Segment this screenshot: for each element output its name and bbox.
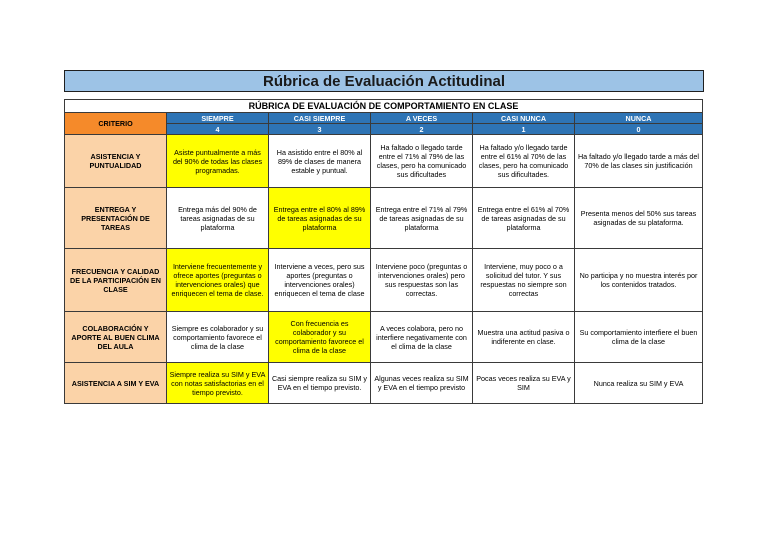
level-score-siempre: 4 xyxy=(167,124,269,135)
table-subtitle-row xyxy=(65,100,703,113)
descriptor-cell: Entrega entre el 71% al 79% de tareas asignadas de su plataforma xyxy=(371,188,473,249)
descriptor-cell: Interviene poco (preguntas o intervenciones orales) pero sus respuestas son las correctas. xyxy=(371,249,473,312)
level-label-row xyxy=(65,113,703,124)
descriptor-cell: Ha faltado o llegado tarde entre el 71% al 79% de las clases, pero ha comunicado sus dificultades xyxy=(371,135,473,188)
descriptor-cell: Interviene a veces, pero sus aportes (preguntas o intervenciones orales) enriquecen el tema de clase xyxy=(269,249,371,312)
descriptor-cell: Algunas veces realiza su SIM y EVA en el tiempo previsto xyxy=(371,363,473,404)
level-label-casi-siempre: CASI SIEMPRE xyxy=(269,113,371,124)
descriptor-cell: Casi siempre realiza su SIM y EVA en el tiempo previsto. xyxy=(269,363,371,404)
table-row xyxy=(65,312,703,363)
table-row xyxy=(65,135,703,188)
descriptor-cell: Interviene frecuentemente y ofrece aportes (preguntas o intervenciones orales) que enriquecen el tema de clase. xyxy=(167,249,269,312)
level-label-a-veces: A VECES xyxy=(371,113,473,124)
descriptor-cell: Siempre es colaborador y su comportamiento favorece el clima de la clase xyxy=(167,312,269,363)
descriptor-cell: Con frecuencia es colaborador y su comportamiento favorece el clima de la clase xyxy=(269,312,371,363)
descriptor-cell: Asiste puntualmente a más del 90% de todas las clases programadas. xyxy=(167,135,269,188)
criterion-cell: COLABORACIÓN Y APORTE AL BUEN CLIMA DEL AULA xyxy=(65,312,167,363)
descriptor-cell: Pocas veces realiza su EVA y SIM xyxy=(473,363,575,404)
level-score-a-veces: 2 xyxy=(371,124,473,135)
criterion-cell: ASISTENCIA Y PUNTUALIDAD xyxy=(65,135,167,188)
rubric-table xyxy=(64,99,703,404)
descriptor-cell: Presenta menos del 50% sus tareas asignadas de su plataforma. xyxy=(575,188,703,249)
descriptor-cell: Interviene, muy poco o a solicitud del tutor. Y sus respuestas no siempre son correctas xyxy=(473,249,575,312)
criterion-header: CRITERIO xyxy=(65,113,167,135)
criterion-cell: ASISTENCIA A SIM Y EVA xyxy=(65,363,167,404)
descriptor-cell: No participa y no muestra interés por los contenidos tratados. xyxy=(575,249,703,312)
table-row xyxy=(65,188,703,249)
level-label-casi-nunca: CASI NUNCA xyxy=(473,113,575,124)
level-label-nunca: NUNCA xyxy=(575,113,703,124)
descriptor-cell: Ha faltado y/o llegado tarde a más del 70% de las clases sin justificación xyxy=(575,135,703,188)
criterion-cell: FRECUENCIA Y CALIDAD DE LA PARTICIPACIÓN EN CLASE xyxy=(65,249,167,312)
descriptor-cell: Entrega entre el 80% al 89% de tareas asignadas de su plataforma xyxy=(269,188,371,249)
descriptor-cell: A veces colabora, pero no interfiere negativamente con el clima de la clase xyxy=(371,312,473,363)
descriptor-cell: Su comportamiento interfiere el buen clima de la clase xyxy=(575,312,703,363)
level-label-siempre: SIEMPRE xyxy=(167,113,269,124)
descriptor-cell: Nunca realiza su SIM y EVA xyxy=(575,363,703,404)
descriptor-cell: Ha faltado y/o llegado tarde entre el 61% al 70% de las clases, pero ha comunicado sus dificultades. xyxy=(473,135,575,188)
descriptor-cell: Entrega más del 90% de tareas asignadas de su plataforma xyxy=(167,188,269,249)
level-score-casi-siempre: 3 xyxy=(269,124,371,135)
level-score-nunca: 0 xyxy=(575,124,703,135)
descriptor-cell: Muestra una actitud pasiva o indiferente en clase. xyxy=(473,312,575,363)
descriptor-cell: Ha asistido entre el 80% al 89% de clases de manera estable y puntual. xyxy=(269,135,371,188)
criterion-cell: ENTREGA Y PRESENTACIÓN DE TAREAS xyxy=(65,188,167,249)
descriptor-cell: Siempre realiza su SIM y EVA con notas satisfactorias en el tiempo previsto. xyxy=(167,363,269,404)
page-title: Rúbrica de Evaluación Actitudinal xyxy=(64,70,704,92)
level-score-casi-nunca: 1 xyxy=(473,124,575,135)
table-row xyxy=(65,249,703,312)
table-row xyxy=(65,363,703,404)
table-subtitle: RÚBRICA DE EVALUACIÓN DE COMPORTAMIENTO EN CLASE xyxy=(65,100,703,113)
descriptor-cell: Entrega entre el 61% al 70% de tareas asignadas de su plataforma xyxy=(473,188,575,249)
